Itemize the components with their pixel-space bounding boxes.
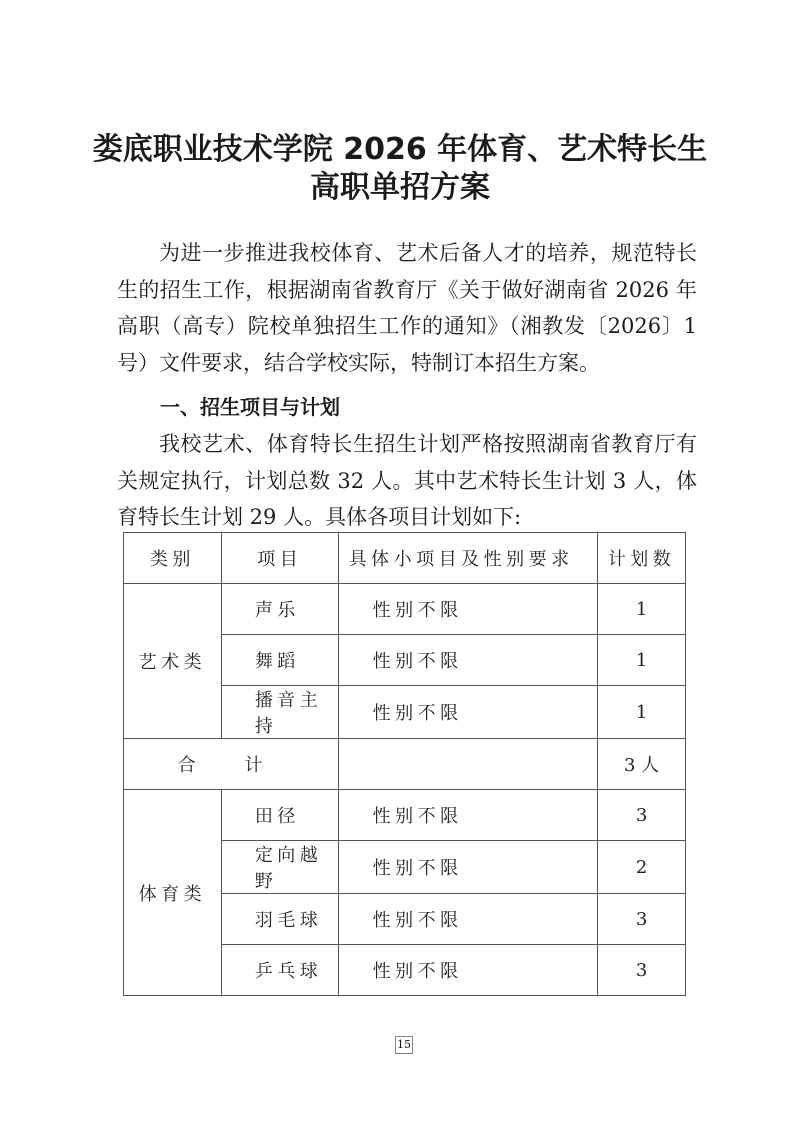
document-title-line-1: 娄底职业技术学院 2026 年体育、艺术特长生: [92, 132, 708, 167]
header-item: 项目: [221, 533, 338, 584]
count-cell: 1: [598, 686, 686, 739]
count-cell: 3: [598, 894, 686, 945]
requirement-cell: 性别不限: [338, 841, 597, 894]
table-row: [124, 790, 686, 841]
header-count: 计划数: [598, 533, 686, 584]
header-category: 类别: [124, 533, 222, 584]
requirement-cell: 性别不限: [338, 584, 597, 635]
count-cell: 3: [598, 790, 686, 841]
count-cell: 1: [598, 635, 686, 686]
document-title-line-2: 高职单招方案: [310, 170, 490, 205]
item-cell: 声乐: [221, 584, 338, 635]
header-requirement: 具体小项目及性别要求: [338, 533, 597, 584]
total-label: 合 计: [124, 739, 339, 790]
item-cell: 田径: [221, 790, 338, 841]
item-cell: 乒乓球: [221, 945, 338, 996]
requirement-cell: 性别不限: [338, 894, 597, 945]
requirement-cell: 性别不限: [338, 635, 597, 686]
item-cell: 舞蹈: [221, 635, 338, 686]
page-number: 15: [395, 1036, 413, 1054]
item-cell: 羽毛球: [221, 894, 338, 945]
total-empty-cell: [338, 739, 597, 790]
enrollment-plan-paragraph: 我校艺术、体育特长生招生计划严格按照湖南省教育厅有关规定执行，计划总数 32 人。其中艺术特长生计划 3 人，体育特长生计划 29 人。具体各项目计划如下:: [117, 432, 697, 529]
count-cell: 2: [598, 841, 686, 894]
total-value: 3 人: [598, 739, 686, 790]
table-total-row: [124, 739, 686, 790]
table-row: [124, 584, 686, 635]
item-cell: 定向越野: [221, 841, 338, 894]
category-art: 艺术类: [124, 584, 222, 739]
enrollment-plan-table: [123, 532, 686, 996]
intro-paragraph: 为进一步推进我校体育、艺术后备人才的培养，规范特长生的招生工作，根据湖南省教育厅《关于做好湖南省 2026 年高职（高专）院校单独招生工作的通知》（湘教发〔2026〕1 号）文件要求，结合学校实际，特制订本招生方案。: [117, 241, 697, 375]
table-header-row: [124, 533, 686, 584]
category-sports: 体育类: [124, 790, 222, 996]
requirement-cell: 性别不限: [338, 945, 597, 996]
count-cell: 3: [598, 945, 686, 996]
item-cell: 播音主持: [221, 686, 338, 739]
requirement-cell: 性别不限: [338, 686, 597, 739]
count-cell: 1: [598, 584, 686, 635]
section-heading-enrollment-plan: 一、招生项目与计划: [160, 395, 340, 419]
requirement-cell: 性别不限: [338, 790, 597, 841]
